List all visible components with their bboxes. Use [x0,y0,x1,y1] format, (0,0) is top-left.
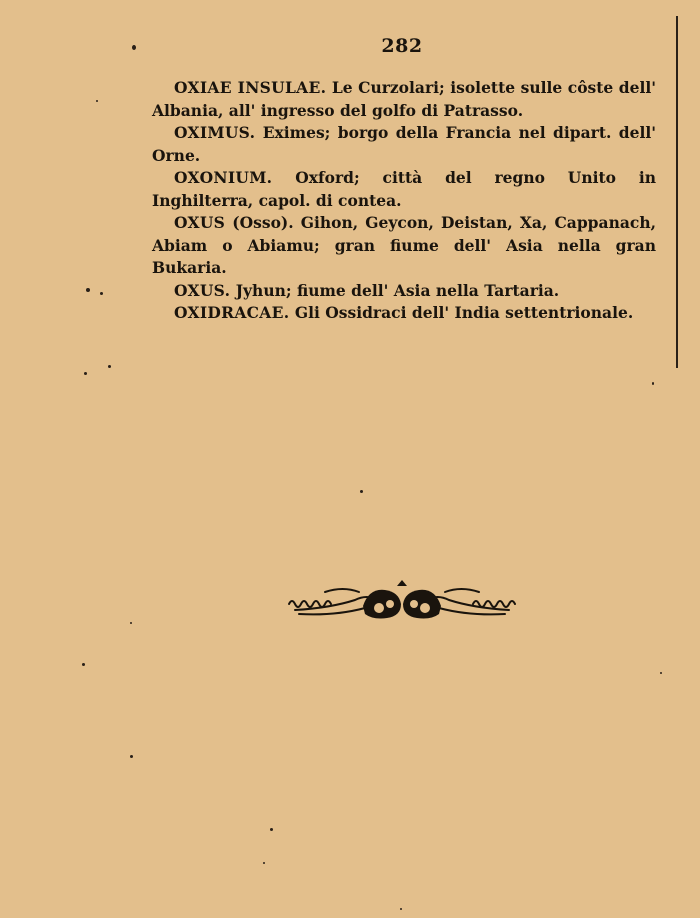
entry-head: OXIDRACAE. [174,303,290,322]
ink-speck [84,372,87,375]
ink-speck [400,908,402,910]
entry-head: OXUS. [174,280,231,300]
ink-speck [96,100,98,102]
ink-speck [132,45,136,50]
entry-text: Jyhun; fiume dell' Asia nella Tartaria. [235,280,560,300]
page-number: 282 [381,35,423,57]
entry-oxus-jyhun [152,280,656,303]
ink-speck [130,755,133,758]
entry-text: Le Curzolari; isolette sulle côste dell' Albania, all' ingresso del golfo di Patrasso. [152,78,657,120]
entry-oxiae-insulae [152,77,656,122]
ink-speck [660,672,662,674]
ink-speck [108,365,111,368]
entry-text: Gli Ossidraci dell' India settentrionale. [294,303,634,322]
ink-speck [86,288,90,292]
entry-head: OXONIUM. [174,168,273,187]
ink-speck [82,663,85,666]
entry-oximus [152,122,656,167]
scroll-ornament-icon [285,578,519,622]
entry-head: OXUS [174,213,226,232]
ink-speck [270,828,273,831]
entry-oxonium [152,167,656,212]
entry-head: OXIAE INSULAE. [174,78,327,97]
dictionary-text [152,77,656,325]
ink-speck [652,382,654,385]
margin-rule [676,16,678,368]
ink-speck [263,862,265,864]
entry-text: Oxford; città del regno Unito in Inghilterra, capol. di contea. [152,168,656,210]
entry-oxidracae [152,302,656,325]
entry-head: OXIMUS. [174,123,256,142]
entry-text: (Osso). Gihon, Geycon, Deistan, Xa, Cappanach, Abiam o Abiamu; gran fiume dell' Asia nella gran Bukaria. [152,213,656,277]
entry-text: Eximes; borgo della Francia nel dipart. dell' Orne. [152,123,656,165]
ink-speck [360,490,363,493]
ink-speck [130,622,132,624]
entry-oxus-osso [152,212,656,280]
ink-speck [100,292,103,295]
